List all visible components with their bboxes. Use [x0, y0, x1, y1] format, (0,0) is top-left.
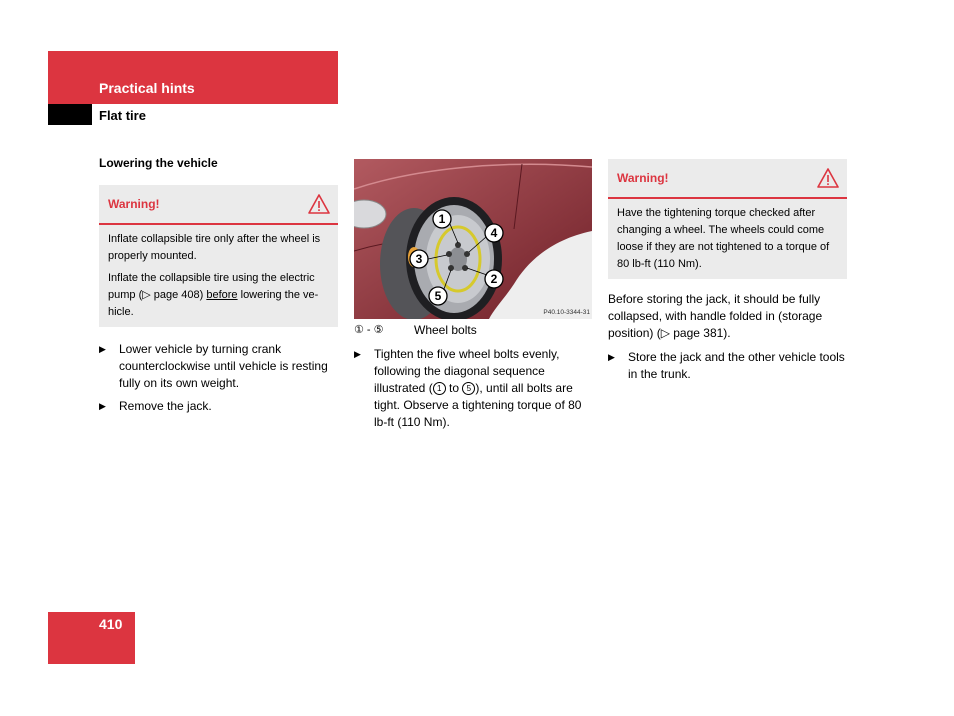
- bullet-arrow-icon: ▶: [608, 352, 615, 362]
- subsection-title: Flat tire: [99, 108, 146, 123]
- warning-triangle-icon: [817, 168, 839, 188]
- page-number: 410: [99, 616, 123, 632]
- subsection-marker: [48, 104, 92, 125]
- section-title: Practical hints: [99, 80, 195, 96]
- warning-text: lowering the ve-hicle.: [108, 289, 319, 318]
- bolt-number-badge: 5: [462, 382, 475, 395]
- bolt-label: 5: [434, 289, 442, 303]
- list-item: [354, 346, 592, 431]
- list-item: [99, 341, 338, 392]
- lowering-heading: Lowering the vehicle: [99, 156, 218, 170]
- warning-title: Warning!: [617, 171, 669, 185]
- warning-paragraph: Inflate collapsible tire only after the wheel is properly mounted.: [108, 233, 321, 262]
- storing-steps: [608, 349, 847, 389]
- warning-paragraph: [108, 270, 330, 321]
- section-header-bar: [48, 51, 338, 104]
- warning-body: [99, 225, 338, 327]
- list-item-text: Remove the jack.: [119, 399, 212, 413]
- wheel-bolts-figure: [354, 159, 592, 319]
- warning-header: [608, 159, 847, 199]
- bullet-arrow-icon: ▶: [354, 349, 361, 359]
- warning-text: Inflate the collapsible tire using the electric pump (▷ page 408): [108, 272, 315, 301]
- tighten-steps: [354, 346, 592, 437]
- storing-paragraph: Before storing the jack, it should be fully collapsed, with handle folded in (storage position) (▷ page 381).: [608, 292, 823, 340]
- warning-header: [99, 185, 338, 225]
- bolt-label: 4: [490, 226, 498, 240]
- list-item-text-part: to: [445, 381, 463, 395]
- list-item: [99, 398, 338, 415]
- warning-triangle-icon: [308, 194, 330, 214]
- bullet-arrow-icon: ▶: [99, 344, 106, 354]
- bolt-label: 2: [490, 272, 498, 286]
- warning-title: Warning!: [108, 197, 160, 211]
- warning-emphasis: before: [206, 289, 238, 301]
- car-wheel-illustration: [354, 159, 592, 319]
- figure-caption: [354, 322, 592, 339]
- list-item: [608, 349, 847, 383]
- list-item-text: Lower vehicle by turning crank counterclockwise until vehicle is resting fully on its own weight.: [119, 342, 328, 390]
- caption-range: ① - ⑤: [354, 324, 384, 336]
- warning-box-lowering: [99, 185, 338, 327]
- caption-text: Wheel bolts: [414, 323, 477, 337]
- list-item-text-part: Tighten the five wheel bolts evenly, following the diagonal sequence illustrated (: [374, 347, 560, 395]
- warning-box-torque: [608, 159, 847, 279]
- bullet-arrow-icon: ▶: [99, 401, 106, 411]
- list-item-text: Store the jack and the other vehicle tools in the trunk.: [628, 350, 845, 381]
- warning-body: [608, 199, 847, 279]
- warning-paragraph: Have the tightening torque checked after changing a wheel. The wheels could come loose if they are not tightened to a torque of 80 lb-ft (110 Nm).: [617, 207, 830, 270]
- list-item-text-part: ), until all bolts are tight. Observe a tightening torque of 80 lb-ft (110 Nm).: [374, 381, 582, 429]
- bolt-label: 3: [415, 252, 423, 266]
- bolt-number-badge: 1: [433, 382, 446, 395]
- lowering-steps: [99, 341, 338, 421]
- figure-code: P40.10-3344-31: [543, 309, 590, 316]
- bolt-label: 1: [438, 212, 446, 226]
- list-item-text: [374, 346, 592, 431]
